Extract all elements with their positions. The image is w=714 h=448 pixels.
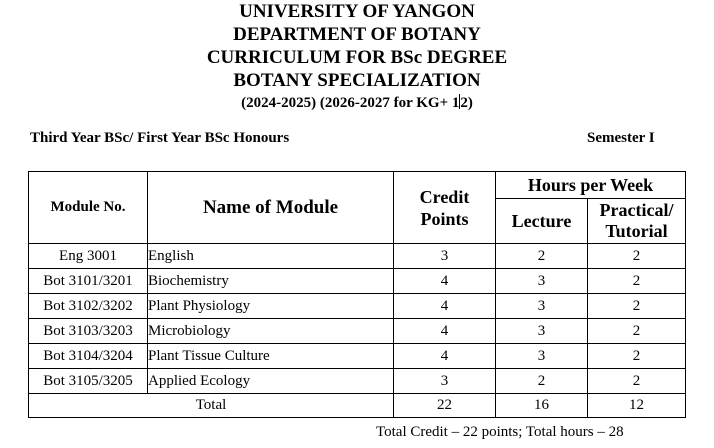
practical-cell: 2	[588, 344, 686, 369]
practical-cell: 2	[588, 369, 686, 394]
total-credit-cell: 22	[394, 394, 496, 418]
header-credit-line2: Points	[420, 208, 469, 229]
curriculum-title: CURRICULUM FOR BSc DEGREE	[206, 47, 508, 68]
module-name-cell: Plant Tissue Culture	[148, 344, 394, 369]
header-module-name: Name of Module	[148, 172, 394, 244]
lecture-cell: 3	[496, 269, 588, 294]
module-name-cell: Plant Physiology	[148, 294, 394, 319]
credit-cell: 3	[394, 244, 496, 269]
credit-cell: 4	[394, 344, 496, 369]
header-credit-line1: Credit	[419, 186, 470, 207]
header-practical-tutorial	[588, 199, 686, 244]
credit-cell: 4	[394, 269, 496, 294]
year-heading: Third Year BSc/ First Year BSc Honours	[30, 130, 290, 146]
specialization-title: BOTANY SPECIALIZATION	[233, 70, 481, 91]
table-row	[29, 319, 686, 344]
lecture-cell: 3	[496, 319, 588, 344]
lecture-cell: 2	[496, 369, 588, 394]
module-no-cell: Eng 3001	[29, 244, 148, 269]
module-name-cell: Biochemistry	[148, 269, 394, 294]
total-practical-cell: 12	[588, 394, 686, 418]
table-row	[29, 294, 686, 319]
header-module-no: Module No.	[29, 172, 148, 244]
department-title: DEPARTMENT OF BOTANY	[233, 24, 481, 45]
document-header	[0, 0, 714, 113]
academic-years-start: (2024-2025) (2026-2027 for KG+ 1	[241, 95, 460, 111]
academic-years-end: 2)	[460, 95, 473, 111]
lecture-cell: 2	[496, 244, 588, 269]
total-lecture-cell: 16	[496, 394, 588, 418]
module-no-cell: Bot 3103/3203	[29, 319, 148, 344]
total-label: Total	[29, 394, 394, 418]
lecture-cell: 3	[496, 344, 588, 369]
curriculum-table	[28, 171, 686, 418]
total-summary-note: Total Credit – 22 points; Total hours – 28	[376, 424, 624, 440]
university-title: UNIVERSITY OF YANGON	[239, 1, 475, 22]
lecture-cell: 3	[496, 294, 588, 319]
module-name-cell: English	[148, 244, 394, 269]
table-row	[29, 269, 686, 294]
academic-years	[0, 93, 714, 113]
practical-cell: 2	[588, 294, 686, 319]
module-no-cell: Bot 3104/3204	[29, 344, 148, 369]
practical-cell: 2	[588, 244, 686, 269]
credit-cell: 3	[394, 369, 496, 394]
table-row	[29, 344, 686, 369]
table-row	[29, 244, 686, 269]
semester-heading: Semester I	[587, 130, 655, 146]
credit-cell: 4	[394, 319, 496, 344]
practical-cell: 2	[588, 319, 686, 344]
header-credit-points	[394, 172, 496, 244]
total-row	[29, 394, 686, 418]
module-name-cell: Applied Ecology	[148, 369, 394, 394]
table-row	[29, 369, 686, 394]
module-no-cell: Bot 3102/3202	[29, 294, 148, 319]
header-practical-line1: Practical/	[599, 200, 674, 220]
module-no-cell: Bot 3101/3201	[29, 269, 148, 294]
credit-cell: 4	[394, 294, 496, 319]
module-no-cell: Bot 3105/3205	[29, 369, 148, 394]
header-practical-line2: Tutorial	[605, 221, 668, 241]
practical-cell: 2	[588, 269, 686, 294]
table-header-row	[29, 172, 686, 199]
header-lecture: Lecture	[496, 199, 588, 244]
module-name-cell: Microbiology	[148, 319, 394, 344]
header-hours-per-week: Hours per Week	[496, 172, 686, 199]
